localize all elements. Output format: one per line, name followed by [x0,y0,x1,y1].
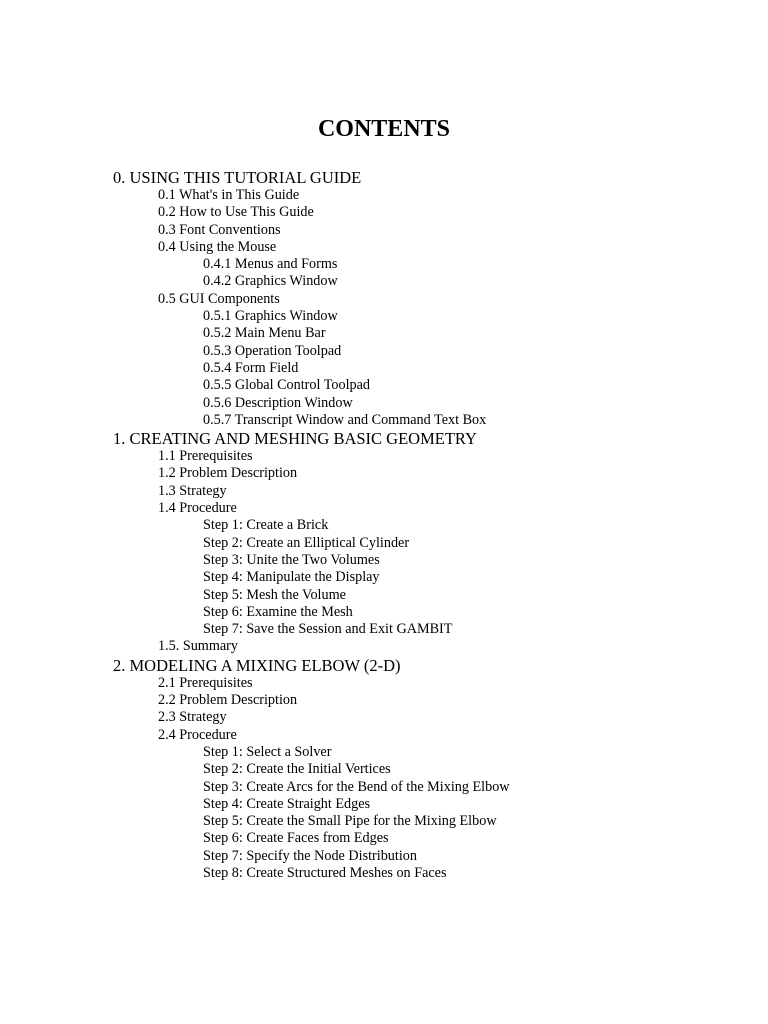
toc-section: 2.1 Prerequisites [158,674,253,691]
toc-subsection: 0.5.6 Description Window [203,394,353,411]
toc-subsection: 0.5.3 Operation Toolpad [203,342,342,359]
toc-subsection: Step 6: Create Faces from Edges [203,830,389,847]
toc-subsection: Step 3: Unite the Two Volumes [203,551,380,568]
toc-subsection: 0.5.5 Global Control Toolpad [203,377,371,394]
toc-section: 1.2 Problem Description [158,465,298,482]
toc-section: 0.2 How to Use This Guide [158,204,314,221]
toc-subsection: Step 2: Create an Elliptical Cylinder [203,534,410,551]
toc-subsection: Step 7: Save the Session and Exit GAMBIT [203,621,453,638]
toc-section: 1.4 Procedure [158,500,237,517]
toc-chapter: 0. USING THIS TUTORIAL GUIDE [113,168,362,187]
toc-subsection: Step 6: Examine the Mesh [203,603,353,620]
toc-subsection: 0.5.4 Form Field [203,359,299,376]
toc-section: 0.3 Font Conventions [158,221,281,238]
toc-subsection: Step 1: Select a Solver [203,743,332,760]
toc-subsection: Step 4: Create Straight Edges [203,795,371,812]
toc-section: 1.3 Strategy [158,482,227,499]
toc-section: 0.1 What's in This Guide [158,187,300,203]
toc-subsection: Step 2: Create the Initial Vertices [203,761,391,778]
toc-chapter: 2. MODELING A MIXING ELBOW (2-D) [113,655,401,675]
toc-subsection: 0.5.7 Transcript Window and Command Text Box [203,411,487,428]
table-of-contents [0,168,768,882]
toc-subsection: 0.5.1 Graphics Window [203,308,338,325]
toc-section: 2.3 Strategy [158,709,227,726]
toc-subsection: Step 1: Create a Brick [203,517,329,534]
toc-section: 2.4 Procedure [158,726,237,743]
toc-subsection: 0.4.1 Menus and Forms [203,256,338,273]
toc-subsection: 0.4.2 Graphics Window [203,273,338,290]
toc-subsection: Step 5: Create the Small Pipe for the Mixing Elbow [203,813,497,830]
toc-section: 0.5 GUI Components [158,290,280,307]
toc-chapter: 1. CREATING AND MESHING BASIC GEOMETRY [113,429,477,449]
page-title: CONTENTS [317,116,451,142]
toc-section: 1.1 Prerequisites [158,448,253,465]
toc-subsection: Step 3: Create Arcs for the Bend of the Mixing Elbow [203,778,510,795]
toc-subsection: Step 5: Mesh the Volume [203,586,346,603]
toc-section: 1.5. Summary [158,638,238,655]
toc-section: 0.4 Using the Mouse [158,238,277,255]
toc-subsection: 0.5.2 Main Menu Bar [203,325,326,342]
toc-subsection: Step 7: Specify the Node Distribution [203,847,417,864]
toc-subsection: Step 8: Create Structured Meshes on Faces [203,864,447,881]
toc-section: 2.2 Problem Description [158,692,298,709]
toc-subsection: Step 4: Manipulate the Display [203,569,380,586]
